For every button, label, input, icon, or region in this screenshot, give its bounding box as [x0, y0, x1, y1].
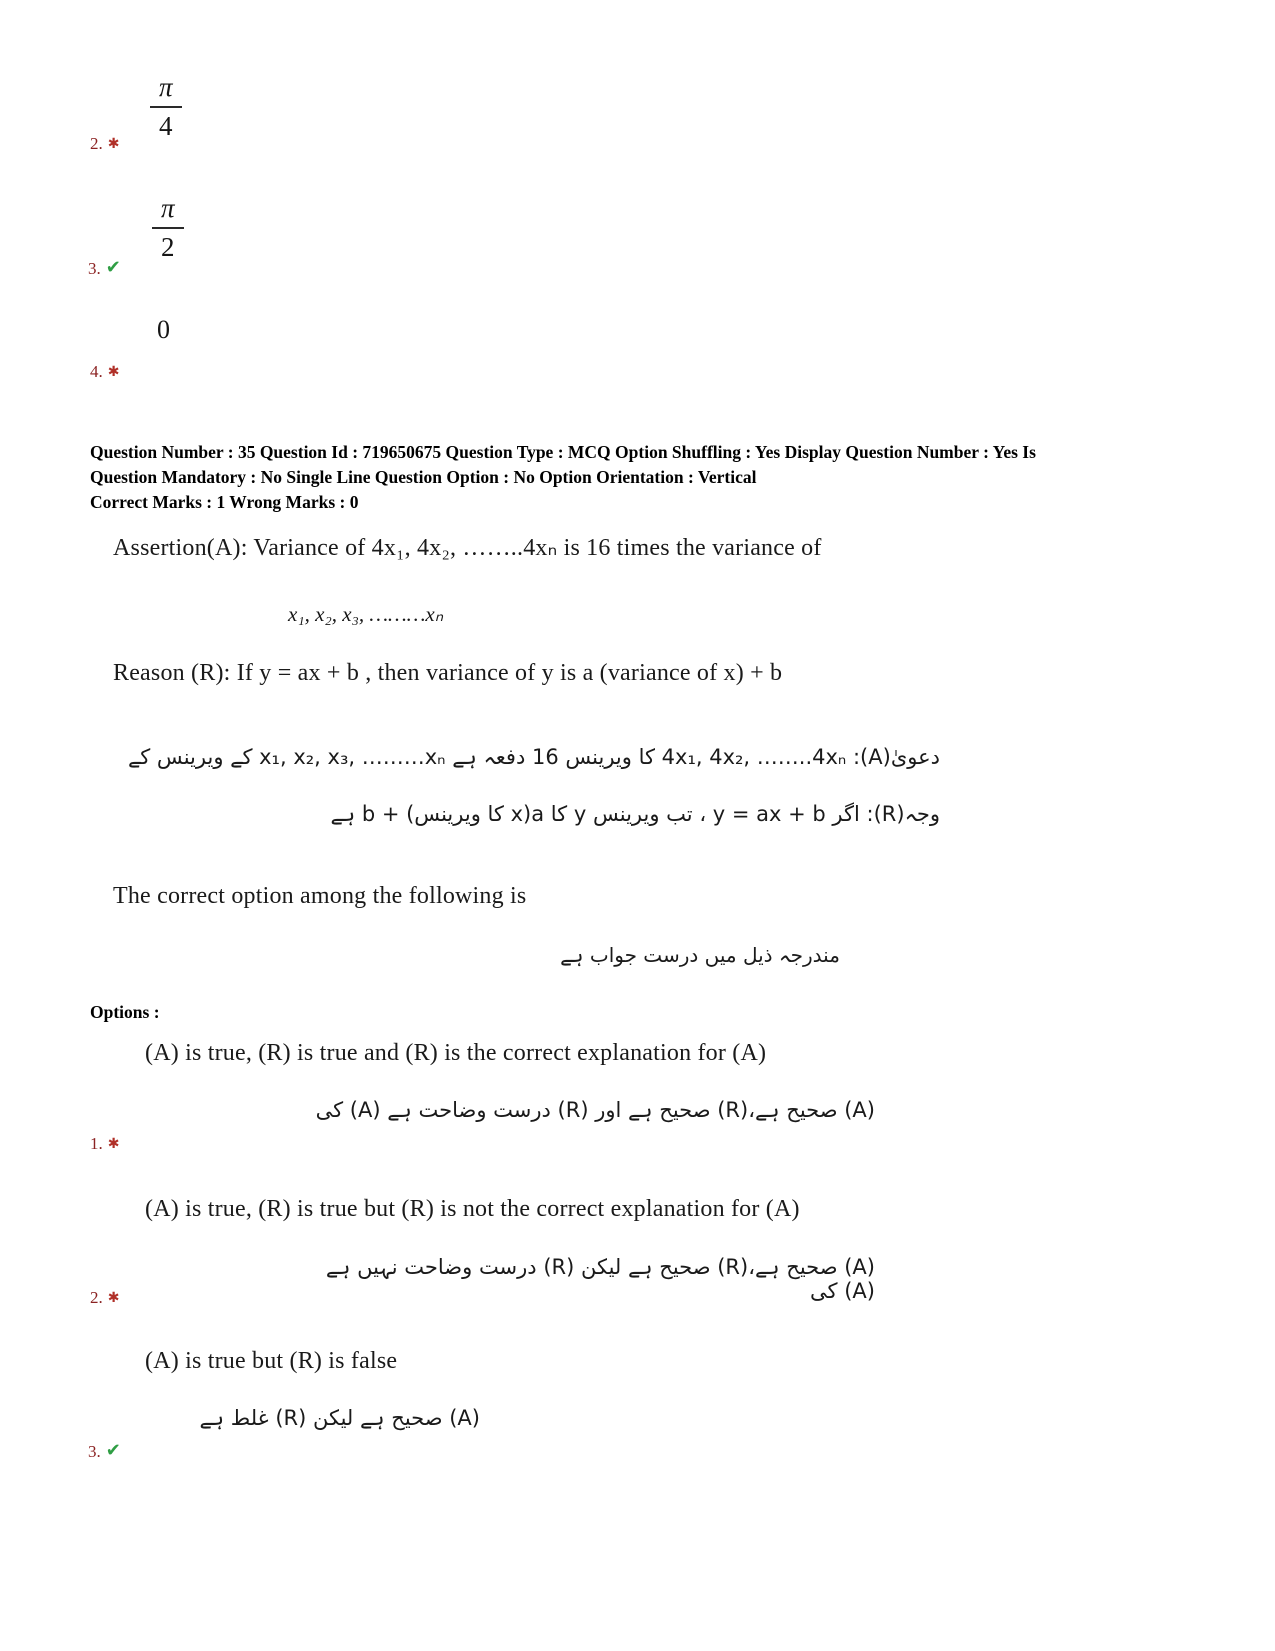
option-number: 4.	[90, 362, 103, 381]
option-1-urdu: (A) صحیح ہے،(R) صحیح ہے اور (R) درست وضاحت ہے (A) کی	[315, 1098, 875, 1122]
correct-mark-icon: ✔	[105, 257, 121, 277]
prev-option-3-value	[152, 193, 184, 263]
option-2-text: (A) is true, (R) is true but (R) is not the correct explanation for (A)	[145, 1196, 800, 1222]
option-number: 2.	[90, 134, 103, 153]
reason-urdu-text: وجہ(R): اگر y = ax + b ، تب ویرینس y کا a(x کا ویرینس) + b ہے	[330, 802, 940, 826]
closing-statement: The correct option among the following is	[113, 883, 527, 909]
options-label: Options :	[90, 1002, 160, 1022]
question-header	[90, 440, 1195, 515]
correct-mark-icon: ✔	[105, 1440, 121, 1460]
fraction-numerator: π	[152, 193, 184, 229]
fraction-denominator: 4	[159, 111, 173, 142]
question-header-line1: Question Number : 35 Question Id : 719650675 Question Type : MCQ Option Shuffling : Yes Display Question Number : Yes Is	[90, 442, 1036, 462]
question-header-line2: Question Mandatory : No Single Line Question Option : No Option Orientation : Vertical	[90, 467, 757, 487]
closing-statement-urdu: مندرجہ ذیل میں درست جواب ہے	[560, 943, 840, 967]
wrong-mark-icon: ✱	[107, 1291, 120, 1306]
prev-option-2-value	[150, 72, 182, 142]
prev-option-4-value: 0	[157, 315, 170, 344]
option-number: 1.	[90, 1134, 103, 1153]
wrong-mark-icon: ✱	[107, 137, 120, 152]
option-number: 3.	[88, 259, 101, 278]
wrong-mark-icon: ✱	[107, 1137, 120, 1152]
option-number: 2.	[90, 1288, 103, 1307]
question-header-line3: Correct Marks : 1 Wrong Marks : 0	[90, 492, 359, 512]
fraction-pi-over-2	[152, 193, 184, 263]
prev-option-2-marker	[90, 134, 119, 154]
option-number: 3.	[88, 1442, 101, 1461]
option-2-marker	[90, 1288, 119, 1308]
wrong-mark-icon: ✱	[107, 365, 120, 380]
assertion-urdu-text: دعویٰ(A): 4x₁, 4x₂, ……..4xₙ کا ویرینس 16 دفعہ ہے x₁, x₂, x₃, ………xₙ کے ویرینس کے	[127, 745, 940, 769]
option-3-urdu: (A) صحیح ہے لیکن (R) غلط ہے	[199, 1406, 480, 1430]
prev-option-3-marker	[88, 257, 121, 279]
fraction-numerator: π	[150, 72, 182, 108]
assertion-variables-line: x₁, x₂, x₃, ………xₙ	[288, 602, 444, 626]
option-1-text: (A) is true, (R) is true and (R) is the correct explanation for (A)	[145, 1040, 767, 1066]
fraction-denominator: 2	[161, 232, 175, 263]
assertion-text: Assertion(A): Variance of 4x₁, 4x₂, ……..4xₙ is 16 times the variance of	[113, 535, 822, 561]
option-3-text: (A) is true but (R) is false	[145, 1348, 398, 1374]
prev-option-4-marker	[90, 362, 119, 382]
option-2-urdu: (A) صحیح ہے،(R) صحیح ہے لیکن (R) درست وضاحت نہیں ہے (A) کی	[325, 1255, 875, 1303]
option-3-marker	[88, 1440, 121, 1462]
fraction-pi-over-4	[150, 72, 182, 142]
reason-text: Reason (R): If y = ax + b , then variance of y is a (variance of x) + b	[113, 660, 783, 686]
option-1-marker	[90, 1134, 119, 1154]
